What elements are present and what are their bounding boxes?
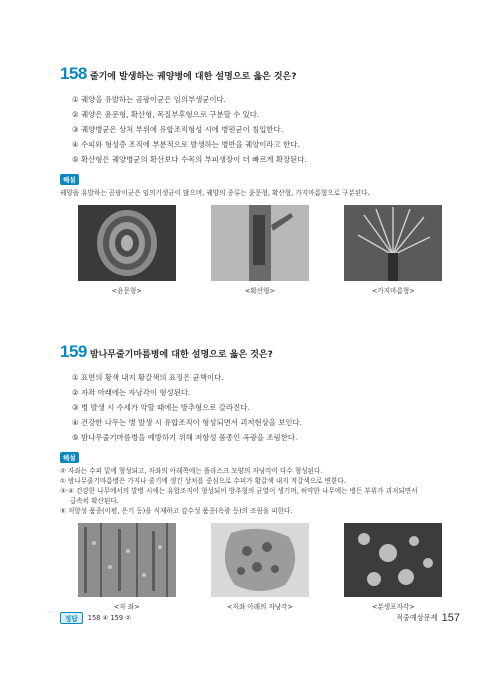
question-text: 줄기에 발생하는 궤양병에 대한 설명으로 옳은 것은? — [89, 72, 297, 82]
option-5: ⑤ 밤나무줄기마름병을 예방하기 위해 저항성 품종인 옥광을 조림한다. — [72, 433, 298, 442]
photo-caption: <가지마름형> — [371, 287, 415, 295]
option-2: ② 궤양은 윤문형, 확산형, 목질부후형으로 구분할 수 있다. — [72, 110, 260, 119]
option-2: ② 자좌 아래에는 자낭각이 형성된다. — [72, 388, 191, 397]
question-header — [60, 342, 460, 362]
option-1: ① 궤양을 유발하는 곰팡이균은 임의부생균이다. — [72, 95, 227, 104]
explanation-line: ① 밤나무줄기마름병은 가지나 줄기에 생긴 상처를 중심으로 수피가 황갈색 내지 적갈색으로 변한다. — [60, 477, 346, 485]
photo-diffuse — [205, 205, 315, 295]
question-158 — [60, 64, 460, 295]
photo-pycnidia — [338, 523, 448, 611]
explanation-line: 급속히 확산된다. — [70, 497, 119, 505]
explanation-badge: 해설 — [60, 452, 79, 463]
dieback-canker-image — [344, 205, 442, 281]
photo-caption: <자좌 아래의 자낭각> — [226, 603, 294, 611]
photo-caption: <자 좌> — [113, 603, 140, 611]
question-159 — [60, 342, 460, 611]
diffuse-canker-image — [211, 205, 309, 281]
option-5: ⑤ 확산형은 궤양병균의 확산보다 수목의 부피생장이 더 빠르게 확장된다. — [72, 155, 307, 164]
photo-caption: <분생포자각> — [371, 603, 415, 611]
question-header — [60, 64, 460, 84]
answer-label: 정답 — [60, 612, 83, 624]
explanation-badge: 해설 — [60, 174, 79, 185]
option-1: ① 표면의 황색 내지 황갈색의 표징은 균핵이다. — [72, 373, 224, 382]
explanation-text — [60, 466, 460, 516]
answer-key: 158 ④ 159 ② — [87, 614, 132, 622]
perithecia-image — [211, 523, 309, 597]
option-3: ③ 병 발생 시 수세가 약할 때에는 방추형으로 갈라진다. — [72, 403, 250, 412]
explanation-line: ③·④ 건강한 나무에서의 발병 시에는 유합조직이 형성되어 방추형의 균열이 생기며, 허약한 나무에는 병든 부위가 괴저되면서 — [60, 487, 418, 495]
explanation-text: 궤양을 유발하는 곰팡이균은 임의기생균이 많으며, 궤양의 종류는 윤문형, 확산형, 가지마름형으로 구분된다. — [60, 189, 370, 197]
photo-stroma — [72, 523, 182, 611]
explanation-line: ⑤ 저항성 품종(이평, 은기 등)을 식재하고 감수성 품종(옥광 등)의 조림을 피한다. — [60, 507, 293, 515]
stroma-image — [78, 523, 176, 597]
options-list — [72, 92, 460, 167]
photo-caption: <확산형> — [244, 287, 276, 295]
page-footer — [60, 612, 460, 624]
question-text: 밤나무줄기마름병에 대한 설명으로 옳은 것은? — [89, 350, 273, 360]
option-3: ③ 궤양병균은 상처 부위에 유합조직형성 시에 병원균이 침입한다. — [72, 125, 284, 134]
photo-row — [60, 205, 460, 295]
option-4: ④ 수피와 형성층 조직에 부분적으로 발생하는 병반을 궤양이라고 한다. — [72, 140, 300, 149]
photo-dieback — [338, 205, 448, 295]
pycnidia-image — [344, 523, 442, 597]
page-number: 157 — [441, 612, 460, 624]
option-4: ④ 건강한 나무는 병 발생 시 유합조직이 형성되면서 괴저현상을 보인다. — [72, 418, 303, 427]
options-list — [72, 370, 460, 445]
photo-caption: <윤문형> — [111, 287, 142, 295]
photo-concentric — [72, 205, 182, 295]
question-number: 158 — [60, 64, 87, 83]
photo-row — [60, 523, 460, 611]
section-title: 적중예상문제 — [395, 613, 438, 622]
question-number: 159 — [60, 342, 87, 361]
concentric-canker-image — [78, 205, 176, 281]
explanation-line: ② 자좌는 수피 밑에 형성되고, 자좌의 아래쪽에는 플라스크 모양의 자낭각이 다수 형성된다. — [60, 467, 323, 475]
photo-perithecia — [205, 523, 315, 611]
